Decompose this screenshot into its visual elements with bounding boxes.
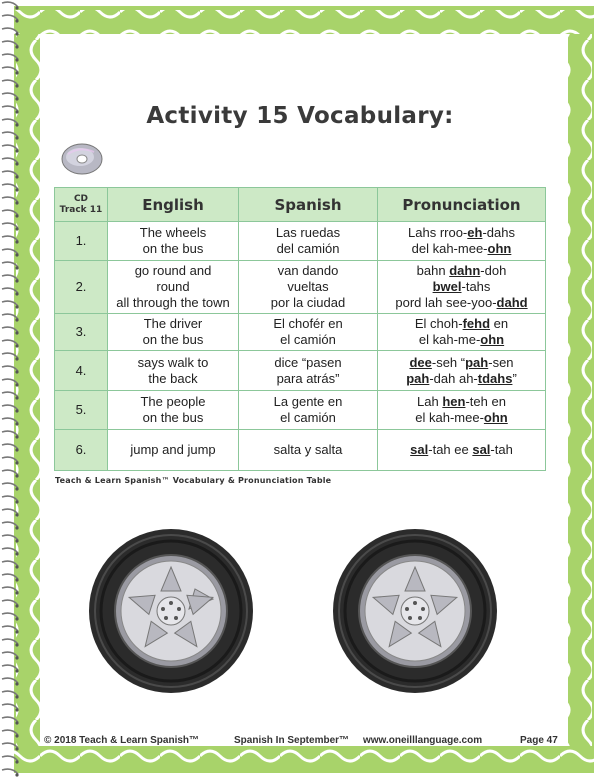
english-cell: The driver on the bus: [108, 314, 239, 351]
footer-book-title: Spanish In September™: [234, 735, 350, 746]
spanish-cell: La gente en el camión: [239, 391, 378, 430]
table-row: [55, 391, 546, 430]
table-row: [55, 314, 546, 351]
header-cd-track: CD Track 11: [55, 188, 108, 222]
wheel-illustration: [87, 527, 255, 695]
pronunciation-cell: El choh-fehd en el kah-me-ohn: [378, 314, 546, 351]
pronunciation-cell: dee-seh “pah-sen pah-dah ah-tdahs”: [378, 351, 546, 391]
footer-page-number: Page 47: [520, 735, 558, 746]
pronunciation-cell: Lahs rroo-eh-dahs del kah-mee-ohn: [378, 222, 546, 261]
wheel-illustration: [331, 527, 499, 695]
row-number: 3.: [55, 314, 108, 351]
footer-website[interactable]: www.oneilllanguage.com: [363, 735, 483, 746]
cd-icon: [60, 140, 104, 178]
table-caption: Teach & Learn Spanish™ Vocabulary & Pronunciation Table: [55, 476, 332, 485]
page-title: Activity 15 Vocabulary:: [146, 103, 454, 129]
row-number: 5.: [55, 391, 108, 430]
row-number: 6.: [55, 430, 108, 471]
pronunciation-cell: bahn dahn-doh bwel-tahs pord lah see-yoo-dahd: [378, 261, 546, 314]
spanish-cell: Las ruedas del camión: [239, 222, 378, 261]
header-spanish: Spanish: [239, 188, 378, 222]
row-number: 4.: [55, 351, 108, 391]
spanish-cell: El chofér en el camión: [239, 314, 378, 351]
row-number: 1.: [55, 222, 108, 261]
english-cell: The wheels on the bus: [108, 222, 239, 261]
english-cell: go round and round all through the town: [108, 261, 239, 314]
english-cell: says walk to the back: [108, 351, 239, 391]
pronunciation-cell: sal-tah ee sal-tah: [378, 430, 546, 471]
header-pronunciation: Pronunciation: [378, 188, 546, 222]
table-header-row: [55, 188, 546, 222]
header-english: English: [108, 188, 239, 222]
row-number: 2.: [55, 261, 108, 314]
pronunciation-cell: Lah hen-teh en el kah-mee-ohn: [378, 391, 546, 430]
footer-copyright: © 2018 Teach & Learn Spanish™: [44, 735, 200, 746]
english-cell: jump and jump: [108, 430, 239, 471]
spanish-cell: dice “pasen para atrás”: [239, 351, 378, 391]
table-row: [55, 430, 546, 471]
vocabulary-table: [54, 187, 546, 471]
spanish-cell: salta y salta: [239, 430, 378, 471]
english-cell: The people on the bus: [108, 391, 239, 430]
table-row: [55, 222, 546, 261]
table-row: [55, 261, 546, 314]
spanish-cell: van dando vueltas por la ciudad: [239, 261, 378, 314]
table-row: [55, 351, 546, 391]
